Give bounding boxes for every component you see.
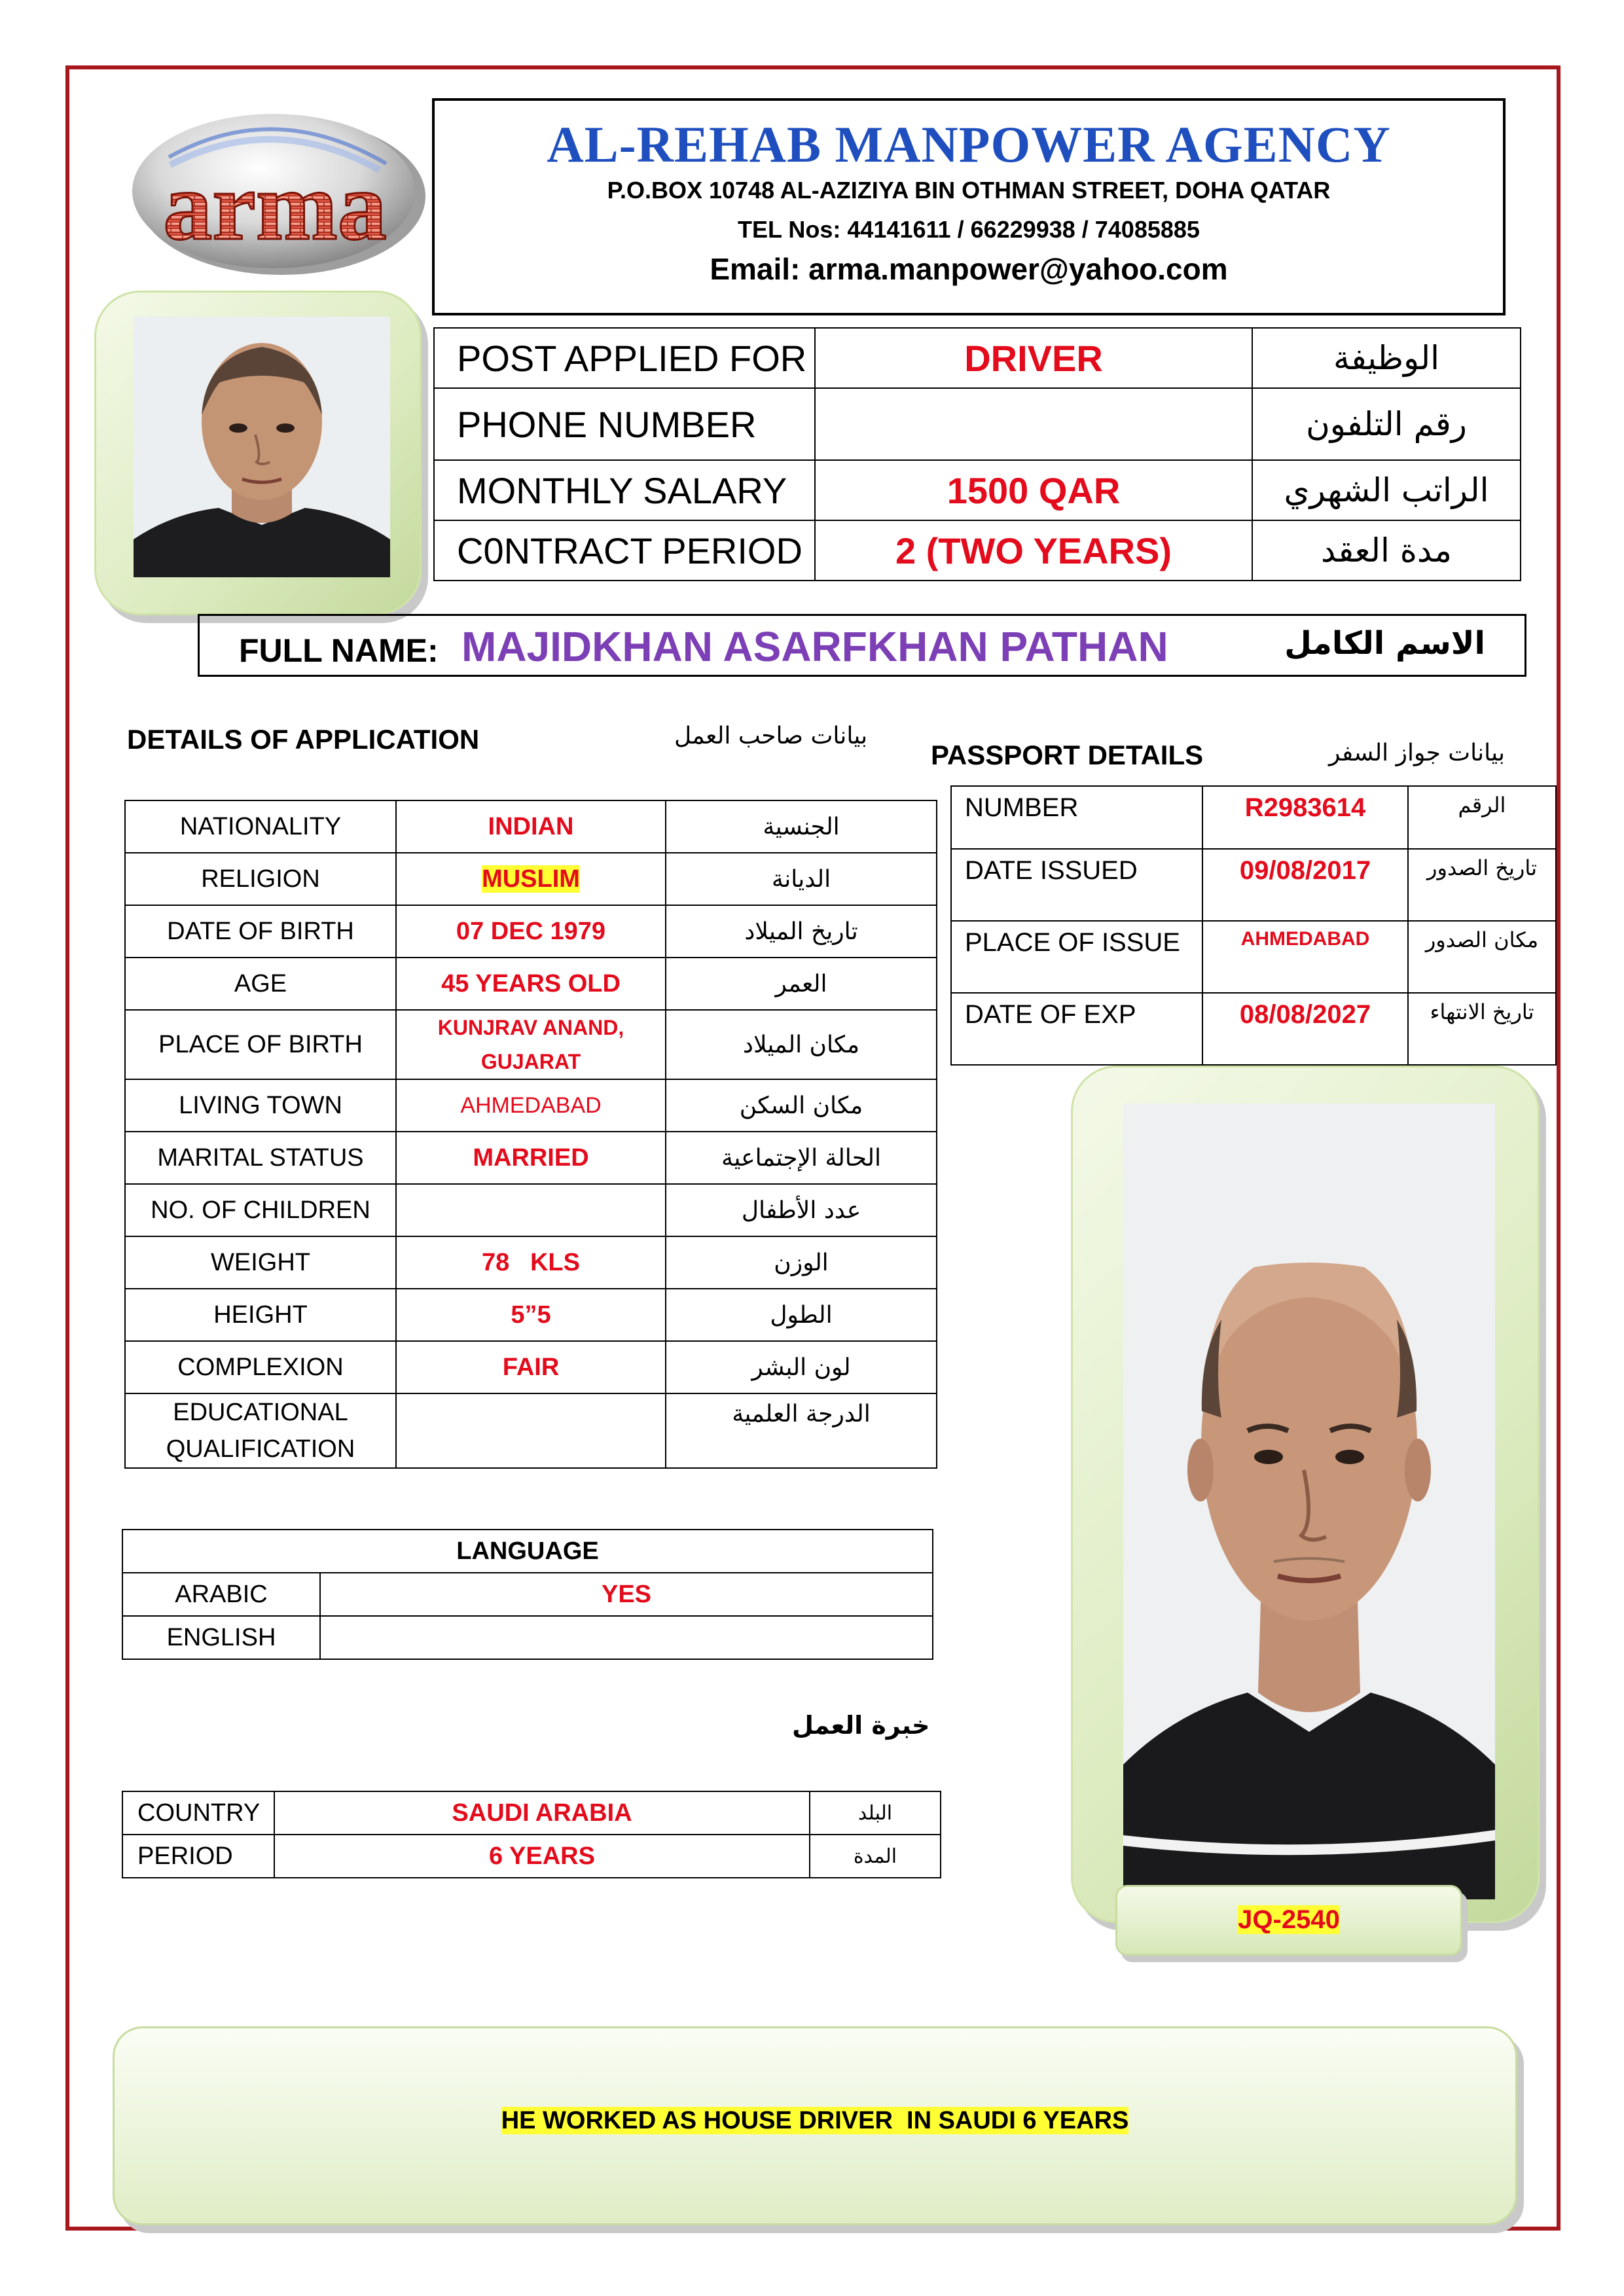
detail-value: 5”5	[396, 1289, 666, 1341]
phone-label: PHONE NUMBER	[434, 388, 815, 460]
passport-title: PASSPORT DETAILS	[931, 740, 1204, 770]
logo-text: arma	[163, 152, 387, 260]
table-row	[122, 1573, 933, 1616]
table-row	[125, 800, 937, 853]
detail-label: EDUCATIONAL QUALIFICATION	[125, 1393, 396, 1468]
work-label-ar: البلد	[810, 1791, 941, 1835]
table-row	[125, 1184, 937, 1236]
passport-label: PLACE OF ISSUE	[951, 921, 1202, 993]
applicant-photo-small	[134, 317, 390, 577]
detail-label-ar: تاريخ الميلاد	[666, 905, 937, 958]
remarks-box	[113, 2026, 1517, 2225]
detail-value	[396, 1184, 666, 1236]
detail-value: KUNJRAV ANAND, GUJARAT	[396, 1010, 666, 1079]
detail-value: MARRIED	[396, 1132, 666, 1184]
reference-code: JQ-2540	[1238, 1905, 1340, 1934]
detail-label: COMPLEXION	[125, 1341, 396, 1393]
detail-label: MARITAL STATUS	[125, 1132, 396, 1184]
detail-value	[396, 1393, 666, 1468]
table-row	[122, 1616, 933, 1659]
work-value: 6 YEARS	[274, 1835, 810, 1878]
passport-title-ar: بيانات جواز السفر	[1329, 740, 1506, 766]
detail-label: DATE OF BIRTH	[125, 905, 396, 958]
language-value: YES	[320, 1573, 933, 1616]
detail-label: NO. OF CHILDREN	[125, 1184, 396, 1236]
work-experience-table	[122, 1791, 941, 1878]
language-title: LANGUAGE	[122, 1530, 933, 1573]
application-title-ar: بيانات صاحب العمل	[674, 723, 868, 749]
work-label: PERIOD	[122, 1835, 274, 1878]
passport-value: R2983614	[1202, 786, 1408, 849]
detail-value: 45 YEARS OLD	[396, 958, 666, 1010]
detail-label-ar: الجنسية	[666, 800, 937, 853]
detail-label: HEIGHT	[125, 1289, 396, 1341]
work-experience-title-ar: خبرة العمل	[792, 1711, 930, 1740]
post-label: POST APPLIED FOR	[434, 328, 815, 388]
detail-label-ar: الطول	[666, 1289, 937, 1341]
phone-label-ar: رقم التلفون	[1252, 388, 1521, 460]
table-row	[951, 849, 1556, 921]
detail-label: AGE	[125, 958, 396, 1010]
detail-label: PLACE OF BIRTH	[125, 1010, 396, 1079]
applicant-photo-large	[1123, 1103, 1495, 1899]
table-row	[434, 328, 1521, 388]
agency-email: Email: arma.manpower@yahoo.com	[710, 252, 1228, 286]
passport-label: DATE OF EXP	[951, 993, 1202, 1065]
full-name-label: FULL NAME:	[239, 632, 439, 669]
detail-label-ar: مكان الميلاد	[666, 1010, 937, 1079]
agency-tel: TEL Nos: 44141611 / 66229938 / 74085885	[738, 216, 1200, 243]
detail-label: RELIGION	[125, 853, 396, 905]
table-row	[125, 1289, 937, 1341]
application-details-table	[124, 800, 937, 1469]
passport-value: 09/08/2017	[1202, 849, 1408, 921]
application-title: DETAILS OF APPLICATION	[127, 724, 480, 755]
table-row	[125, 958, 937, 1010]
detail-label: LIVING TOWN	[125, 1079, 396, 1132]
detail-label-ar: الحالة الإجتماعية	[666, 1132, 937, 1184]
table-row	[434, 388, 1521, 460]
detail-value	[396, 853, 666, 905]
detail-label-ar: العمر	[666, 958, 937, 1010]
table-row	[125, 1010, 937, 1079]
religion-highlight: MUSLIM	[482, 865, 580, 893]
language-label: ENGLISH	[122, 1616, 320, 1659]
agency-address: P.O.BOX 10748 AL-AZIZIYA BIN OTHMAN STREET, DOHA QATAR	[607, 177, 1331, 204]
table-row	[434, 520, 1521, 581]
work-label-ar: المدة	[810, 1835, 941, 1878]
detail-value: FAIR	[396, 1341, 666, 1393]
passport-details-table	[950, 785, 1557, 1066]
phone-value	[815, 388, 1252, 460]
contract-label-ar: مدة العقد	[1252, 520, 1521, 581]
table-row	[125, 1079, 937, 1132]
passport-label-ar: تاريخ الصدور	[1408, 849, 1556, 921]
reference-code-box	[1115, 1885, 1462, 1956]
table-row	[122, 1791, 941, 1835]
salary-label-ar: الراتب الشهري	[1252, 460, 1521, 520]
passport-label-ar: تاريخ الانتهاء	[1408, 993, 1556, 1065]
job-summary-table	[433, 327, 1521, 581]
passport-label-ar: الرقم	[1408, 786, 1556, 849]
table-row	[951, 993, 1556, 1065]
detail-label-ar: لون البشر	[666, 1341, 937, 1393]
salary-value: 1500 QAR	[815, 460, 1252, 520]
detail-label-ar: الوزن	[666, 1236, 937, 1289]
detail-value: INDIAN	[396, 800, 666, 853]
agency-logo	[118, 105, 432, 288]
detail-label-ar: مكان السكن	[666, 1079, 937, 1132]
full-name-box	[198, 614, 1526, 677]
full-name-label-ar: الاسم الكامل	[1284, 625, 1485, 662]
table-row	[125, 1393, 937, 1468]
passport-label: DATE ISSUED	[951, 849, 1202, 921]
detail-label: NATIONALITY	[125, 800, 396, 853]
work-value: SAUDI ARABIA	[274, 1791, 810, 1835]
agency-header	[432, 98, 1506, 315]
post-label-ar: الوظيفة	[1252, 328, 1521, 388]
detail-value: 07 DEC 1979	[396, 905, 666, 958]
language-value	[320, 1616, 933, 1659]
detail-label: WEIGHT	[125, 1236, 396, 1289]
passport-value: 08/08/2027	[1202, 993, 1408, 1065]
contract-label: C0NTRACT PERIOD	[434, 520, 815, 581]
remarks-text: HE WORKED AS HOUSE DRIVER IN SAUDI 6 YEARS	[501, 2107, 1129, 2134]
language-label: ARABIC	[122, 1573, 320, 1616]
table-row	[125, 1132, 937, 1184]
detail-label-ar: الدرجة العلمية	[666, 1393, 937, 1468]
salary-label: MONTHLY SALARY	[434, 460, 815, 520]
table-row	[122, 1835, 941, 1878]
table-row	[125, 1236, 937, 1289]
agency-name: AL-REHAB MANPOWER AGENCY	[547, 116, 1391, 173]
contract-value: 2 (TWO YEARS)	[815, 520, 1252, 581]
table-row	[125, 905, 937, 958]
full-name-value: MAJIDKHAN ASARFKHAN PATHAN	[461, 623, 1168, 670]
post-value: DRIVER	[815, 328, 1252, 388]
detail-label-ar: الديانة	[666, 853, 937, 905]
table-row	[122, 1530, 933, 1573]
table-row	[125, 853, 937, 905]
passport-label: NUMBER	[951, 786, 1202, 849]
detail-value: 78 KLS	[396, 1236, 666, 1289]
table-row	[951, 921, 1556, 993]
table-row	[434, 460, 1521, 520]
table-row	[125, 1341, 937, 1393]
detail-value: AHMEDABAD	[396, 1079, 666, 1132]
work-label: COUNTRY	[122, 1791, 274, 1835]
passport-value: AHMEDABAD	[1202, 921, 1408, 993]
passport-label-ar: مكان الصدور	[1408, 921, 1556, 993]
table-row	[951, 786, 1556, 849]
language-table	[122, 1529, 933, 1660]
detail-label-ar: عدد الأطفال	[666, 1184, 937, 1236]
